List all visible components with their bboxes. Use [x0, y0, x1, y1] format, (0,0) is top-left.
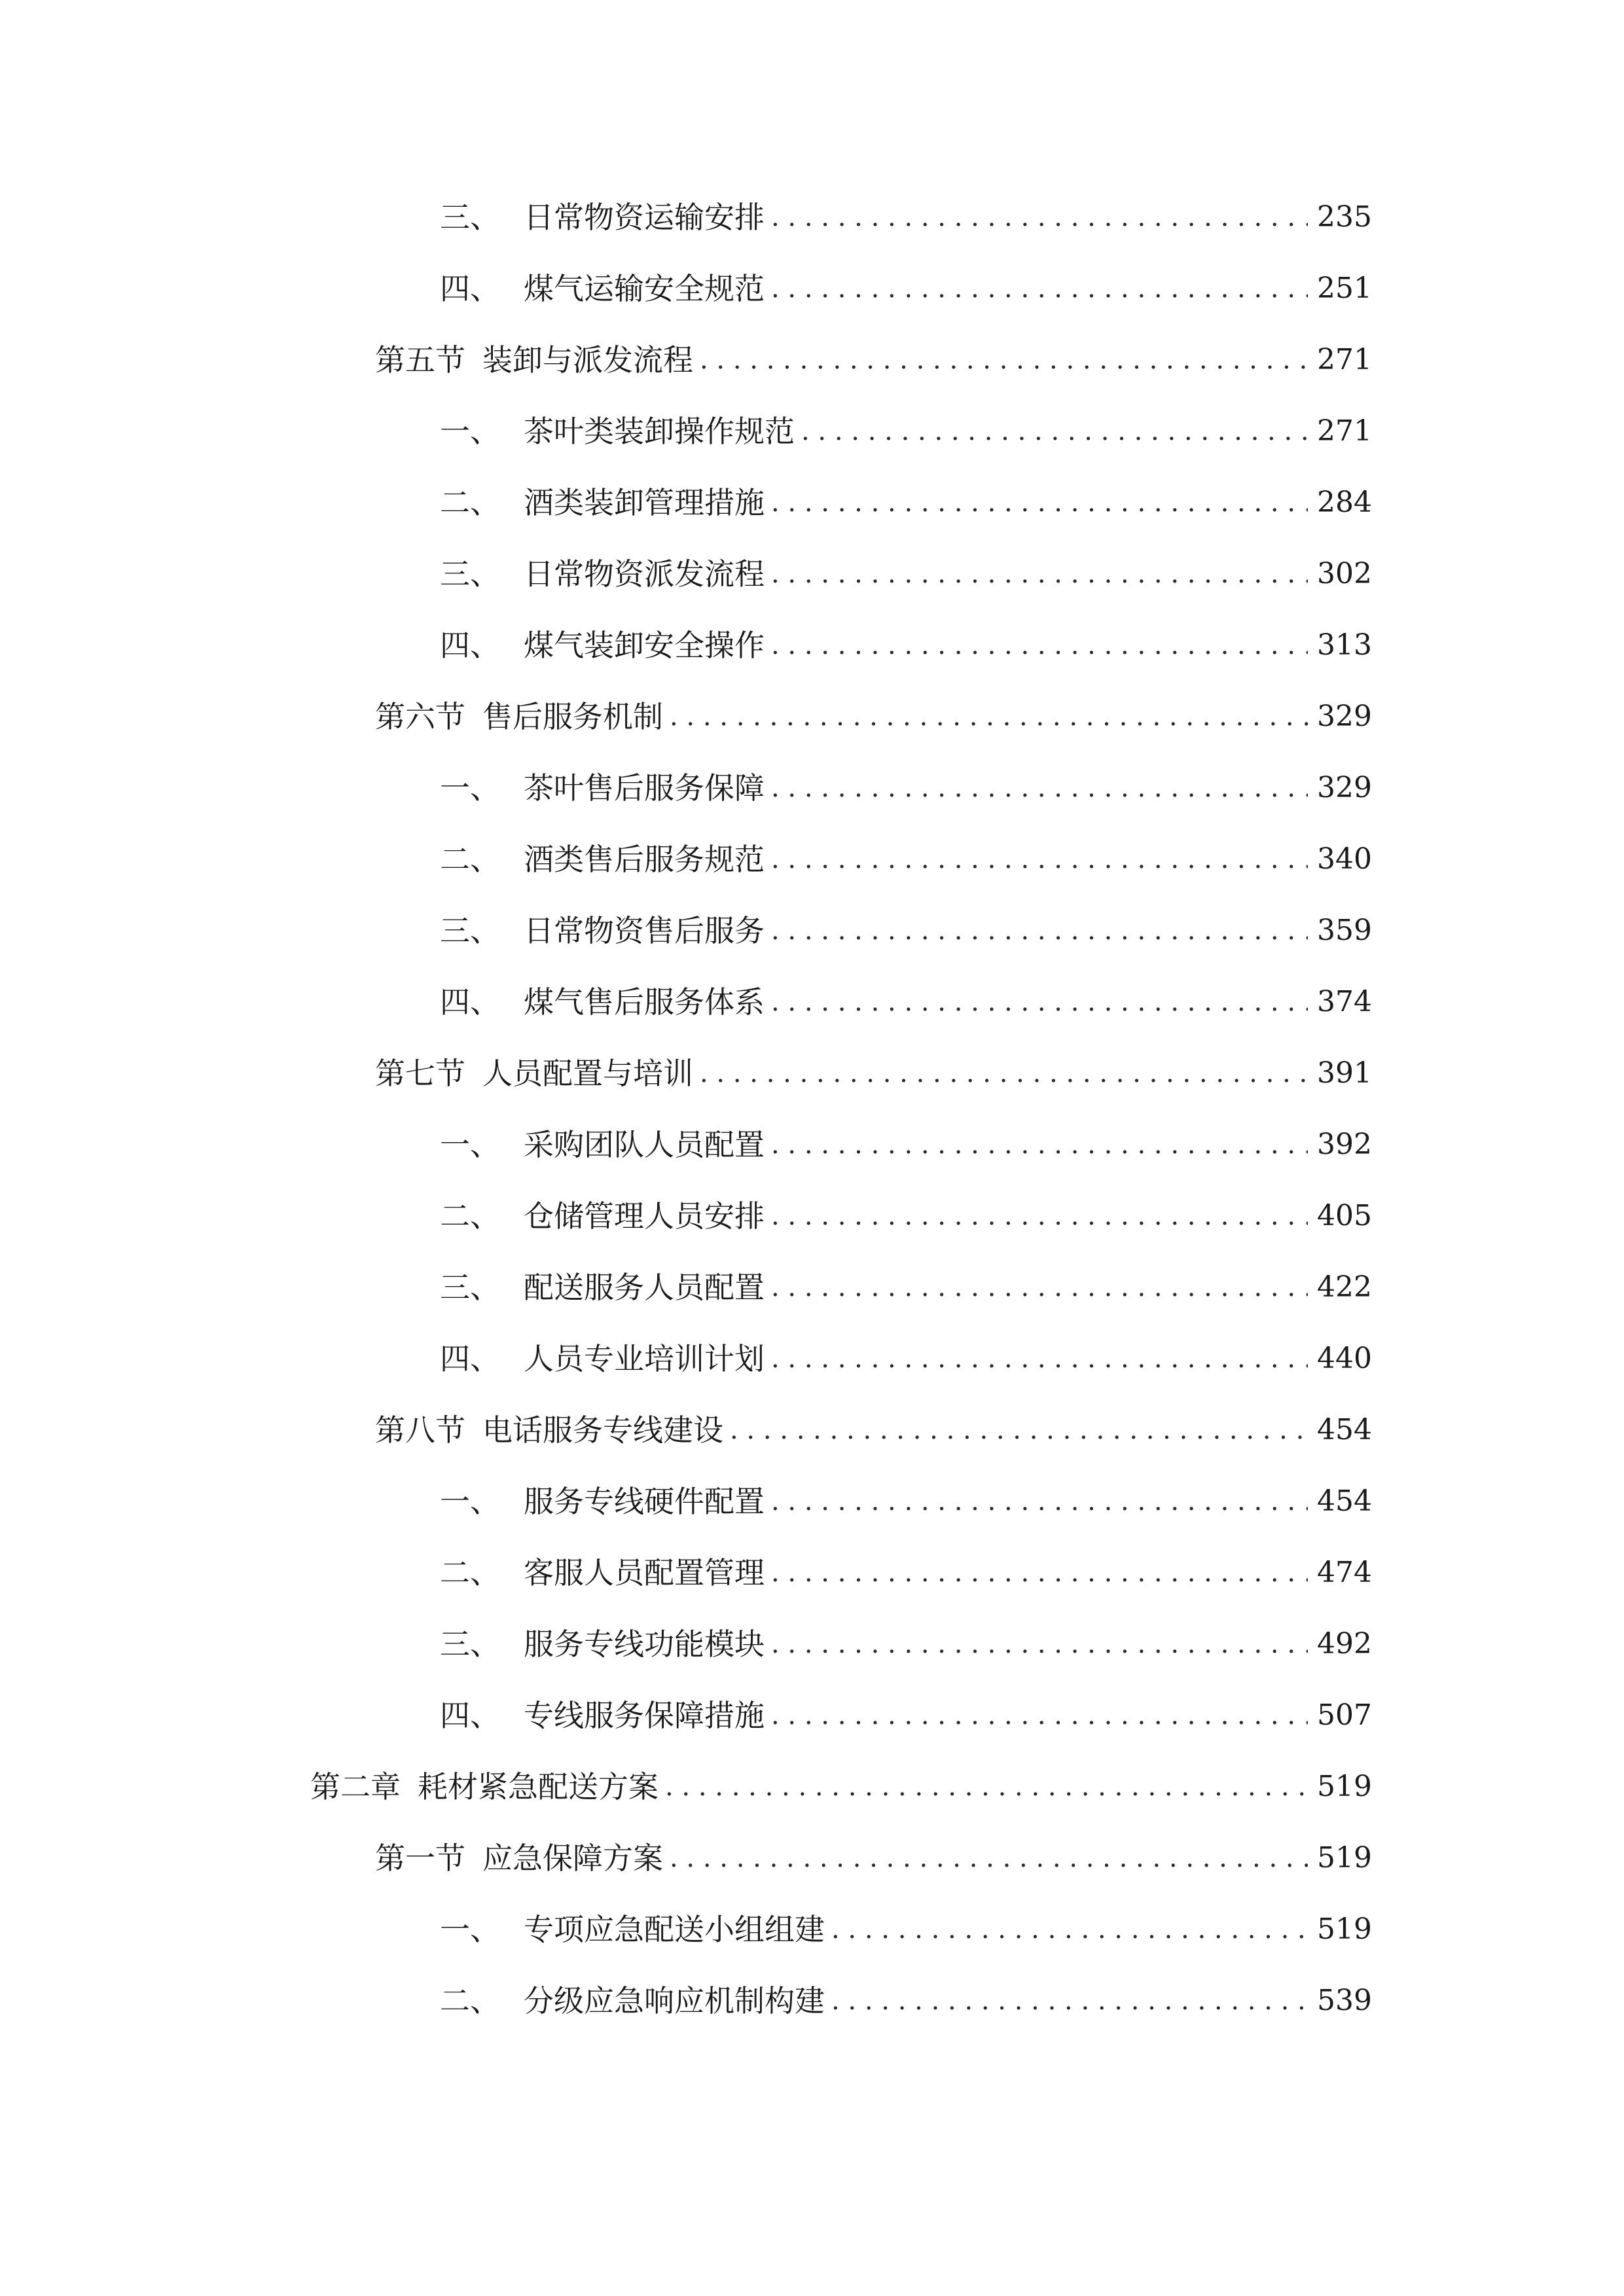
toc-entry[interactable] [440, 476, 1372, 529]
toc-entry-page: 235 [1317, 200, 1372, 234]
dot-leader [771, 1333, 1308, 1385]
toc-entry-title: 服务专线硬件配置 [524, 1484, 765, 1519]
dot-leader [771, 905, 1308, 957]
toc-entry-title: 装卸与派发流程 [482, 342, 693, 378]
toc-entry-page: 359 [1317, 914, 1372, 947]
toc-entry-title: 仓储管理人员安排 [524, 1198, 765, 1234]
toc-entry-title: 采购团队人员配置 [524, 1127, 765, 1162]
toc-entry-page: 539 [1317, 1984, 1372, 2017]
toc-entry-page: 519 [1317, 1841, 1372, 1874]
toc-entry[interactable] [440, 1190, 1372, 1242]
toc-entry-title: 酒类售后服务规范 [524, 842, 765, 877]
toc-section-number: 第六节 [375, 699, 465, 734]
toc-entry[interactable] [440, 262, 1372, 315]
dot-leader [771, 476, 1308, 529]
toc-section-number: 第七节 [375, 1056, 465, 1091]
dot-leader [771, 1190, 1308, 1242]
toc-section-number: 第一节 [375, 1840, 465, 1876]
toc-entry-title: 电话服务专线建设 [482, 1412, 723, 1448]
toc-entry[interactable] [440, 1333, 1372, 1385]
toc-entry[interactable] [440, 833, 1372, 886]
toc-entry-ordinal: 二、 [440, 1983, 500, 2018]
dot-leader [771, 1475, 1308, 1528]
toc-entry-page: 507 [1317, 1698, 1372, 1732]
toc-entry-page: 284 [1317, 486, 1372, 519]
dot-leader [771, 1119, 1308, 1171]
dot-leader [771, 1618, 1308, 1670]
toc-entry-page: 302 [1317, 557, 1372, 590]
toc-entry-page: 251 [1317, 272, 1372, 305]
dot-leader [665, 1761, 1308, 1813]
toc-entry-page: 405 [1317, 1199, 1372, 1232]
toc-entry-title: 应急保障方案 [482, 1840, 663, 1876]
toc-entry-title: 售后服务机制 [482, 699, 663, 734]
toc-entry[interactable] [440, 762, 1372, 814]
toc-entry-ordinal: 四、 [440, 1341, 500, 1376]
toc-entry-title: 专线服务保障措施 [524, 1698, 765, 1733]
toc-entry[interactable] [440, 1475, 1372, 1528]
toc-entry[interactable] [440, 1547, 1372, 1599]
toc-entry-page: 374 [1317, 985, 1372, 1018]
toc-entry-title: 耗材紧急配送方案 [418, 1769, 659, 1804]
toc-section-entry[interactable] [375, 334, 1372, 386]
toc-entry-title: 专项应急配送小组组建 [524, 1912, 825, 1947]
toc-entry[interactable] [440, 1119, 1372, 1171]
toc-section-entry[interactable] [375, 1047, 1372, 1100]
toc-entry-title: 煤气装卸安全操作 [524, 628, 765, 663]
toc-entry[interactable] [440, 1689, 1372, 1742]
toc-entry-title: 人员配置与培训 [482, 1056, 693, 1091]
toc-entry-ordinal: 四、 [440, 628, 500, 663]
dot-leader [831, 1903, 1308, 1956]
dot-leader [771, 1261, 1308, 1314]
toc-entry-title: 煤气售后服务体系 [524, 984, 765, 1020]
dot-leader [771, 548, 1308, 600]
dot-leader [771, 619, 1308, 672]
toc-entry-title: 服务专线功能模块 [524, 1626, 765, 1662]
toc-entry-ordinal: 四、 [440, 1698, 500, 1733]
toc-entry[interactable] [440, 191, 1372, 243]
toc-entry-ordinal: 一、 [440, 1127, 500, 1162]
toc-entry-title: 煤气运输安全规范 [524, 271, 765, 306]
dot-leader [700, 1047, 1308, 1100]
toc-entry[interactable] [440, 1903, 1372, 1956]
dot-leader [771, 976, 1308, 1028]
toc-entry-page: 492 [1317, 1627, 1372, 1660]
toc-entry-ordinal: 四、 [440, 984, 500, 1020]
dot-leader [730, 1404, 1308, 1456]
toc-section-entry[interactable] [375, 691, 1372, 743]
toc-entry-title: 茶叶类装卸操作规范 [524, 414, 795, 449]
toc-entry-title: 酒类装卸管理措施 [524, 485, 765, 520]
toc-section-entry[interactable] [375, 1832, 1372, 1884]
toc-entry-title: 日常物资售后服务 [524, 913, 765, 948]
toc-entry-page: 391 [1317, 1056, 1372, 1090]
toc-entry-page: 519 [1317, 1770, 1372, 1803]
toc-entry-ordinal: 三、 [440, 913, 500, 948]
toc-section-number: 第八节 [375, 1412, 465, 1448]
dot-leader [771, 833, 1308, 886]
toc-entry-page: 422 [1317, 1270, 1372, 1304]
toc-entry[interactable] [440, 1618, 1372, 1670]
toc-entry-page: 329 [1317, 771, 1372, 804]
toc-entry-ordinal: 三、 [440, 1626, 500, 1662]
toc-entry-title: 人员专业培训计划 [524, 1341, 765, 1376]
dot-leader [771, 191, 1308, 243]
toc-entry-page: 474 [1317, 1556, 1372, 1589]
toc-entry-ordinal: 一、 [440, 1912, 500, 1947]
toc-chapter-number: 第二章 [310, 1769, 401, 1804]
toc-entry-page: 519 [1317, 1912, 1372, 1946]
toc-entry-title: 日常物资派发流程 [524, 556, 765, 592]
dot-leader [700, 334, 1308, 386]
toc-entry-title: 分级应急响应机制构建 [524, 1983, 825, 2018]
dot-leader [771, 262, 1308, 315]
toc-entry[interactable] [440, 548, 1372, 600]
toc-entry-ordinal: 二、 [440, 1555, 500, 1590]
toc-entry-ordinal: 四、 [440, 271, 500, 306]
dot-leader [801, 405, 1308, 457]
toc-entry-title: 日常物资运输安排 [524, 200, 765, 235]
toc-entry-title: 配送服务人员配置 [524, 1270, 765, 1305]
toc-entry-title: 茶叶售后服务保障 [524, 770, 765, 806]
toc-entry-page: 392 [1317, 1128, 1372, 1161]
toc-entry[interactable] [440, 619, 1372, 672]
dot-leader [771, 1689, 1308, 1742]
toc-entry-page: 454 [1317, 1413, 1372, 1446]
toc-entry-ordinal: 二、 [440, 1198, 500, 1234]
toc-entry[interactable] [440, 976, 1372, 1028]
toc-entry-ordinal: 三、 [440, 556, 500, 592]
dot-leader [831, 1975, 1308, 2027]
dot-leader [670, 691, 1308, 743]
toc-entry-ordinal: 一、 [440, 1484, 500, 1519]
toc-entry-page: 340 [1317, 842, 1372, 876]
toc-entry[interactable] [440, 1261, 1372, 1314]
toc-entry-page: 271 [1317, 343, 1372, 376]
toc-entry-ordinal: 三、 [440, 200, 500, 235]
toc-entry-page: 313 [1317, 628, 1372, 662]
dot-leader [771, 762, 1308, 814]
toc-entry-page: 454 [1317, 1484, 1372, 1518]
toc-entry-ordinal: 二、 [440, 842, 500, 877]
toc-entry-ordinal: 二、 [440, 485, 500, 520]
toc-entry-page: 329 [1317, 700, 1372, 733]
toc-chapter-entry[interactable] [310, 1761, 1372, 1813]
toc-entry-ordinal: 一、 [440, 414, 500, 449]
toc-entry-ordinal: 三、 [440, 1270, 500, 1305]
toc-entry-title: 客服人员配置管理 [524, 1555, 765, 1590]
toc-entry-page: 271 [1317, 414, 1372, 448]
dot-leader [771, 1547, 1308, 1599]
toc-entry[interactable] [440, 905, 1372, 957]
toc-entry-page: 440 [1317, 1342, 1372, 1375]
toc-section-entry[interactable] [375, 1404, 1372, 1456]
toc-entry[interactable] [440, 1975, 1372, 2027]
toc-entry[interactable] [440, 405, 1372, 457]
toc-section-number: 第五节 [375, 342, 465, 378]
toc-entry-ordinal: 一、 [440, 770, 500, 806]
dot-leader [670, 1832, 1308, 1884]
